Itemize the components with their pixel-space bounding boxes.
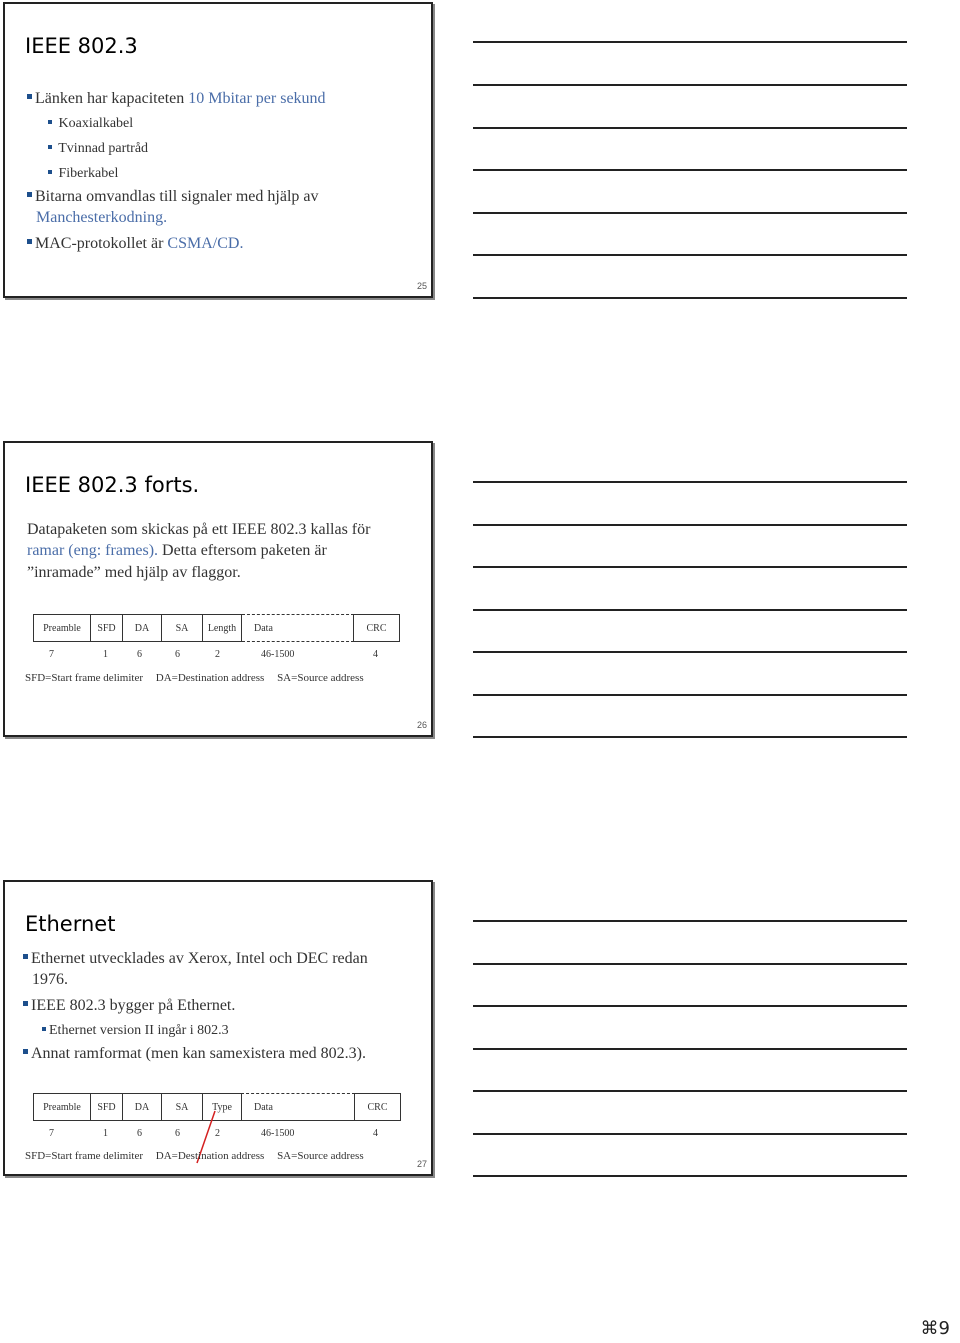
page-number [921,1318,950,1339]
paragraph-line: ramar (eng: frames). Detta eftersom paketen är [27,542,327,559]
bullet: Länken har kapaciteten 10 Mbitar per sekund [27,88,326,109]
slide-title: Ethernet [25,912,116,936]
paragraph-line: Datapaketen som skickas på ett IEEE 802.3 kallas för [27,521,371,538]
size-value: 6 [175,649,180,660]
bullet-continuation: Manchesterkodning. [36,209,168,226]
command-icon: ⌘ [920,1318,939,1339]
size-value: 7 [49,1128,54,1139]
frame-cell-da: DA [122,1093,162,1121]
frame-legend [25,1150,374,1162]
bullet-continuation: 1976. [32,971,68,988]
frame-cell-data: Data [242,614,354,642]
legend-item: DA=Destination address [155,672,265,684]
size-value: 7 [49,649,54,660]
frame-diagram [33,614,403,642]
paragraph-line: ”inramade” med hjälp av flaggor. [27,564,241,581]
frame-legend [25,672,374,684]
bullet: IEEE 802.3 bygger på Ethernet. [23,995,235,1016]
slide-27 [3,880,433,1176]
legend-item: DA=Destination address [155,1150,265,1162]
size-value: 4 [373,649,378,660]
frame-cell-type: Type [202,1093,242,1121]
size-value: 46-1500 [261,649,295,660]
sub-bullet: Koaxialkabel [48,113,133,134]
sub-bullet: Ethernet version II ingår i 802.3 [42,1020,229,1041]
slide-26 [3,441,433,737]
frame-cell-crc: CRC [353,614,400,642]
slide-title: IEEE 802.3 forts. [25,473,200,497]
bullet: Annat ramformat (men kan samexistera med 802.3). [23,1043,366,1064]
frame-cell-data: Data [241,1093,355,1121]
size-value: 1 [103,1128,108,1139]
legend-item: SA=Source address [277,672,364,684]
sub-bullet: Tvinnad partråd [48,138,148,159]
legend-item: SFD=Start frame delimiter [25,672,144,684]
slide-number: 25 [416,281,427,291]
size-value: 6 [175,1128,180,1139]
size-value: 6 [137,649,142,660]
frame-cell-sa: SA [161,614,203,642]
size-value: 6 [137,1128,142,1139]
size-value: 2 [215,1128,220,1139]
frame-cell-length: Length [202,614,242,642]
legend-item: SA=Source address [277,1150,364,1162]
frame-cell-sa: SA [161,1093,203,1121]
frame-cell-da: DA [122,614,162,642]
size-value: 4 [373,1128,378,1139]
size-value: 2 [215,649,220,660]
sub-bullet: Fiberkabel [48,163,118,184]
slide-number: 27 [416,1159,427,1169]
slide-25 [3,2,433,298]
frame-cell-crc: CRC [354,1093,401,1121]
bullet: Bitarna omvandlas till signaler med hjälp av [27,186,318,207]
frame-cell-preamble: Preamble [33,614,91,642]
frame-cell-sfd: SFD [90,1093,123,1121]
page-number-value: 9 [938,1318,950,1339]
slide-title: IEEE 802.3 [25,34,138,58]
bullet: MAC-protokollet är CSMA/CD. [27,233,243,254]
slide-number: 26 [416,720,427,730]
size-value: 46-1500 [261,1128,295,1139]
size-value: 1 [103,649,108,660]
frame-cell-sfd: SFD [90,614,123,642]
bullet: Ethernet utvecklades av Xerox, Intel och DEC redan [23,948,368,969]
legend-item: SFD=Start frame delimiter [25,1150,144,1162]
frame-cell-preamble: Preamble [33,1093,91,1121]
